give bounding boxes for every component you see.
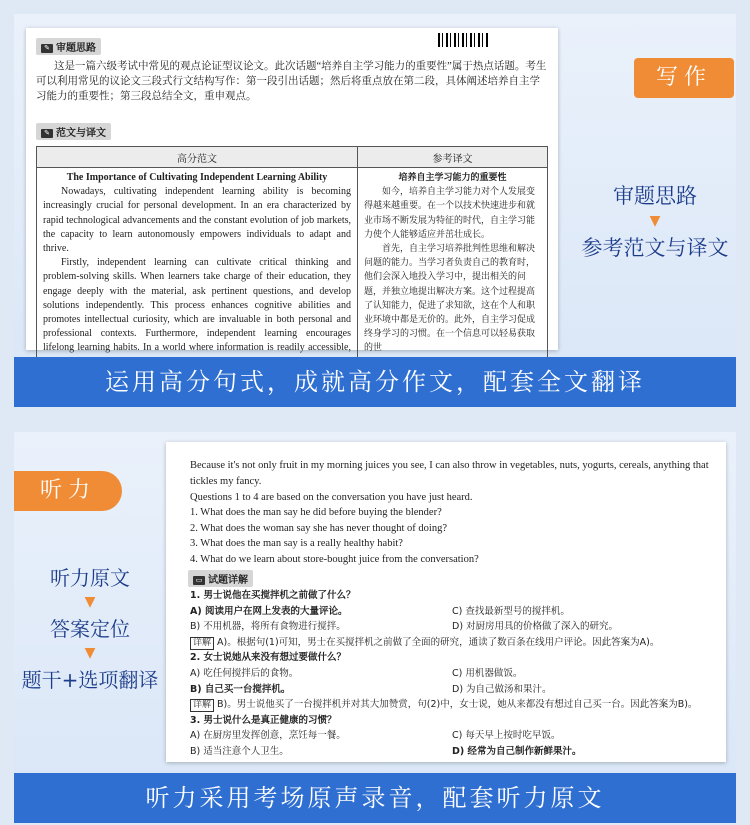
book-icon: ▭ (193, 576, 205, 585)
col-sample-essay: 高分范文 (37, 147, 358, 168)
question-1: 1. What does the man say he did before buying the blender? (190, 507, 442, 518)
translation-paragraph-1: 如今，培养自主学习能力对个人发展变得越来越重要。在一个以技术快速进步和就业市场不断发展为特征的时代，自主学习能力使个人能够适应并茁壮成长。 (364, 187, 536, 240)
flow-step-script: 听力原文 (50, 566, 130, 590)
item-3-options-bd: B) 适当注意个人卫生。 D) 经常为自己制作新鲜果汁。 (190, 745, 582, 757)
writing-flow (560, 180, 750, 262)
chinese-translation (358, 168, 548, 374)
questions-header: Questions 1 to 4 are based on the conversation you have just heard. (190, 492, 473, 503)
detail-label: 详解 (190, 637, 214, 650)
flow-step-analysis: 审题思路 (613, 184, 697, 208)
explanations (190, 588, 714, 760)
qr-code-icon (438, 33, 488, 47)
essay-title: The Importance of Cultivating Independent Learning Ability (66, 172, 328, 183)
section-analysis-tag: ✎ 审题思路 (36, 38, 101, 56)
section-explain-tag: ▭ 试题详解 (188, 570, 253, 588)
writing-tag: 写作 (634, 58, 734, 98)
item-2-question: 2. 女士说她从来没有想过要做什么？ (190, 652, 347, 664)
detail-label: 详解 (190, 699, 214, 712)
question-3: 3. What does the man say is a really healthy habit? (190, 538, 403, 550)
down-arrow-icon: ▼ (649, 213, 661, 229)
item-1-explanation: 详解 A)。根据句(1)可知，男士在买搅拌机之前做了全面的研究，通读了数百条在线用户评论。因此答案为A)。 (190, 635, 714, 651)
listening-tag: 听力 (14, 471, 122, 511)
question-list (190, 505, 720, 567)
listening-banner: 听力采用考场原声录音，配套听力原文 (14, 773, 736, 823)
translation-paragraph-2: 首先，自主学习培养批判性思维和解决问题的能力。当学习者负责自己的教育时，他们会深入地投入学习中，提出相关的问题，并独立地提出解决方案。这个过程提高了认知能力，促进了求知欲，这在个人和职业环境中都是无价的。此外，自主学习促成终身学习的习惯。在一个信息可以轻易获取的世 (364, 244, 536, 354)
down-arrow-icon: ▼ (84, 594, 96, 610)
listening-flow (14, 562, 166, 693)
listening-page (166, 442, 726, 762)
pencil-icon: ✎ (41, 129, 53, 138)
col-translation: 参考译文 (358, 147, 548, 168)
listening-script: Because it's not only fruit in my morning juices you see, I can also throw in vegetables, nuts, yogurts, cereals, anything that tickles my fancy. (190, 460, 709, 487)
item-1-options-bd: B) 不用机器，将所有食物进行搅拌。 D) 对厨房用具的价格做了深入的研究。 (190, 621, 619, 633)
item-3-question: 3. 男士说什么是真正健康的习惯？ (190, 714, 337, 726)
flow-step-sample: 参考范文与译文 (581, 236, 729, 260)
translation-title: 培养自主学习能力的重要性 (398, 173, 507, 183)
question-4: 4. What do we learn about store-bought juice from the conversation? (190, 553, 479, 565)
item-2-explanation: 详解 B)。男士说他买了一台搅拌机并对其大加赞赏，句(2)中，女士说，她从来都没有想过自己买一台。因此答案为B)。 (190, 697, 714, 713)
item-1-question: 1. 男士说他在买搅拌机之前做了什么？ (190, 590, 356, 601)
item-2-options-ac: A) 吃任何搅拌后的食物。 C) 用机器做饭。 (190, 667, 523, 679)
item-1-options-ac: A) 阅读用户在网上发表的大量评论。 C) 查找最新型号的搅拌机。 (190, 605, 570, 617)
item-2-options-bd: B) 自己买一台搅拌机。 D) 为自己做汤和果汁。 (190, 683, 552, 695)
writing-banner: 运用高分句式，成就高分作文，配套全文翻译 (14, 357, 736, 407)
flow-step-answer: 答案定位 (50, 617, 130, 641)
english-essay (37, 168, 358, 374)
essay-paragraph-2: Firstly, independent learning can cultivate critical thinking and problem-solving skills. When learners take charge of their education, they engage deeply with the material, ask pertinent questions, and develop solutions independently. This process enhances cognitive abilities and promotes intellectual curiosity, which are invaluable in both personal and professional contexts. Furthermore, independent learning encourages lifelong learning habits. In a world where information is readily accessible, (43, 257, 351, 354)
section-sample-tag: ✎ 范文与译文 (36, 123, 111, 141)
flow-step-translation: 题干+选项翻译 (21, 668, 159, 692)
down-arrow-icon: ▼ (84, 645, 96, 661)
analysis-text: 这是一篇六级考试中常见的观点论证型议论文。此次话题“培养自主学习能力的重要性”属于热点话题。考生可以利用常见的议论文三段式行文结构写作：第一段引出话题；然后将重点放在第二段，具体阐述培养自主学习能力的重要性；第三段总结全文，重申观点。 (36, 61, 547, 102)
question-2: 2. What does the woman say she has never thought of doing? (190, 522, 447, 534)
essay-paragraph-1: Nowadays, cultivating independent learning ability is becoming increasingly crucial for personal development. In an era characterized by rapid technological advancements and the constant evolution of job markets, the capacity to learn autonomously empowers individuals to adapt and thrive. (43, 186, 351, 255)
writing-sample-page (26, 28, 558, 354)
pen-icon: ✎ (41, 44, 53, 53)
item-3-options-ac: A) 在厨房里发挥创意，烹饪每一餐。 C) 每天早上按时吃早饭。 (190, 730, 561, 742)
sample-table (36, 146, 548, 374)
